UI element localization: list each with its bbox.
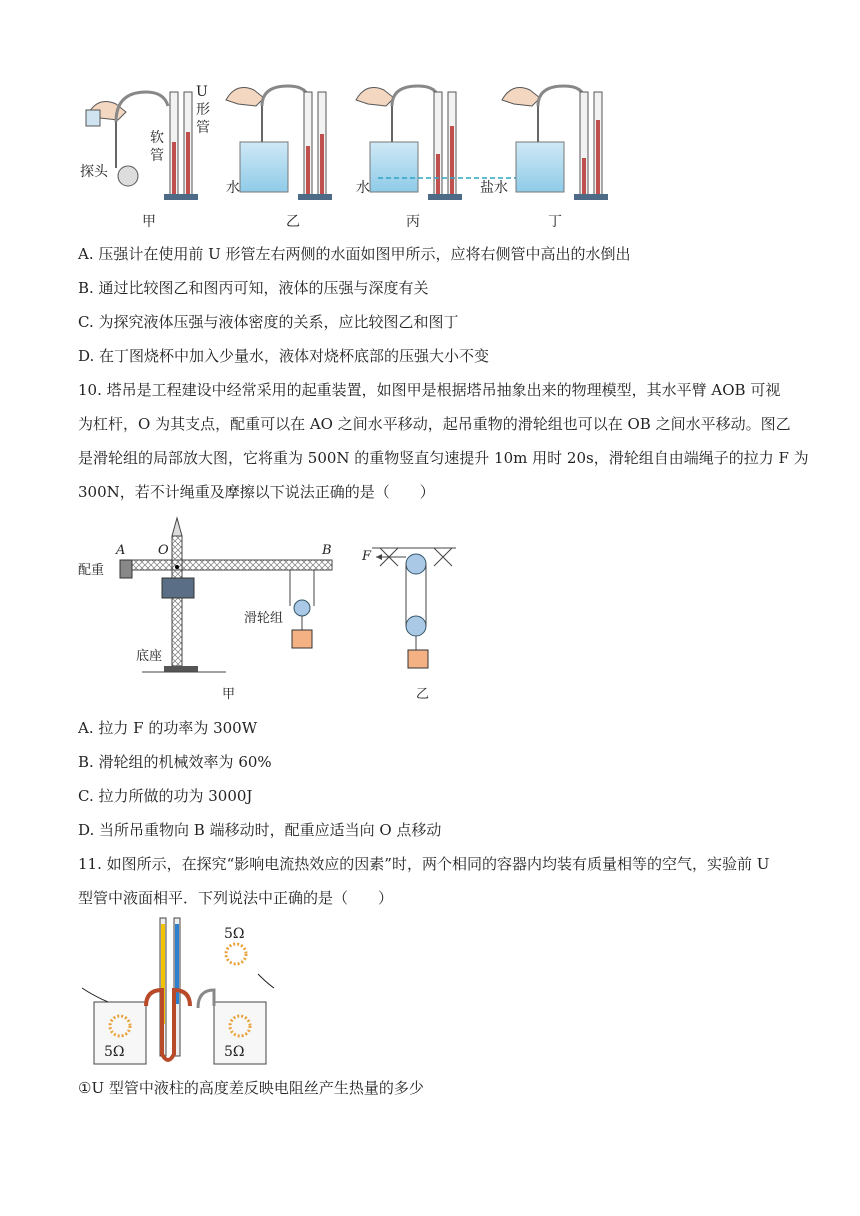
q10-stem-line4: 300N，若不计绳重及摩擦以下说法正确的是（ ） xyxy=(78,483,435,501)
q10-option-b: B. 滑轮组的机械效率为 60% xyxy=(78,753,272,771)
crane-jia xyxy=(78,518,332,702)
q10-option-d: D. 当所吊重物向 B 端移动时，配重应适当向 O 点移动 xyxy=(78,821,442,839)
pulley-block-label: 滑轮组 xyxy=(244,611,284,626)
panel-ding xyxy=(480,86,608,230)
point-a-label: A xyxy=(116,543,126,558)
q11-stem-line1: 11. 如图所示，在探究“影响电流热效应的因素”时，两个相同的容器内均装有质量相等的空气，实验前 U xyxy=(78,855,770,873)
hose-label: 软 xyxy=(150,130,164,146)
caption-jia: 甲 xyxy=(142,214,156,230)
force-f-label: F xyxy=(362,549,372,564)
point-o-label: O xyxy=(158,543,169,558)
pressure-gauge-figure xyxy=(78,82,618,230)
panel-yi xyxy=(226,86,332,230)
probe-label: 探头 xyxy=(80,164,108,180)
saltwater-label: 盐水 xyxy=(480,180,508,196)
q10-option-c: C. 拉力所做的功为 3000J xyxy=(78,787,253,805)
hose-label-2: 管 xyxy=(150,148,164,164)
q10-stem-line3: 是滑轮组的局部放大图，它将重为 500N 的重物竖直匀速提升 10m 用时 20s，滑轮组自由端绳子的拉力 F 为 xyxy=(78,449,809,467)
u-tube-label-3: 管 xyxy=(196,120,210,136)
resistor-right-label: 5Ω xyxy=(224,1044,245,1060)
q10-stem-line1: 10. 塔吊是工程建设中经常采用的起重装置，如图甲是根据塔吊抽象出来的物理模型，其水平臂 AOB 可视 xyxy=(78,381,781,399)
counterweight-label: 配重 xyxy=(78,563,105,578)
q10-option-a: A. 拉力 F 的功率为 300W xyxy=(78,719,258,737)
resistor-left-label: 5Ω xyxy=(104,1044,125,1060)
q10-stem-line2: 为杠杆，O 为其支点，配重可以在 AO 之间水平移动，起吊重物的滑轮组也可以在 OB 之间水平移动。图乙 xyxy=(78,415,791,433)
point-b-label: B xyxy=(322,543,332,558)
crane-yi-detail xyxy=(361,548,456,702)
u-tube-label-2: 形 xyxy=(196,102,210,118)
caption-yi-2: 乙 xyxy=(416,687,430,702)
resistor-top-label: 5Ω xyxy=(224,926,245,942)
joule-heating-figure xyxy=(78,914,278,1070)
panel-jia xyxy=(80,84,210,230)
u-tube-label: U xyxy=(196,84,208,100)
caption-yi: 乙 xyxy=(286,214,300,230)
base-label: 底座 xyxy=(136,649,163,664)
joule-apparatus xyxy=(82,918,274,1064)
caption-jia-2: 甲 xyxy=(222,687,236,702)
q11-stem-line2: 型管中液面相平．下列说法中正确的是（ ） xyxy=(78,889,394,907)
q11-statement-1: ①U 型管中液柱的高度差反映电阻丝产生热量的多少 xyxy=(78,1079,424,1097)
caption-bing: 丙 xyxy=(406,214,420,230)
tower-crane-figure xyxy=(76,514,476,706)
q9-option-b: B. 通过比较图乙和图丙可知，液体的压强与深度有关 xyxy=(78,279,429,297)
q9-option-a: A. 压强计在使用前 U 形管左右两侧的水面如图甲所示，应将右侧管中高出的水倒出 xyxy=(78,245,631,263)
water-label-bing: 水 xyxy=(356,180,370,196)
q9-option-d: D. 在丁图烧杯中加入少量水，液体对烧杯底部的压强大小不变 xyxy=(78,347,490,365)
q9-option-c: C. 为探究液体压强与液体密度的关系，应比较图乙和图丁 xyxy=(78,313,459,331)
water-label-yi: 水 xyxy=(226,180,240,196)
caption-ding: 丁 xyxy=(548,214,562,230)
